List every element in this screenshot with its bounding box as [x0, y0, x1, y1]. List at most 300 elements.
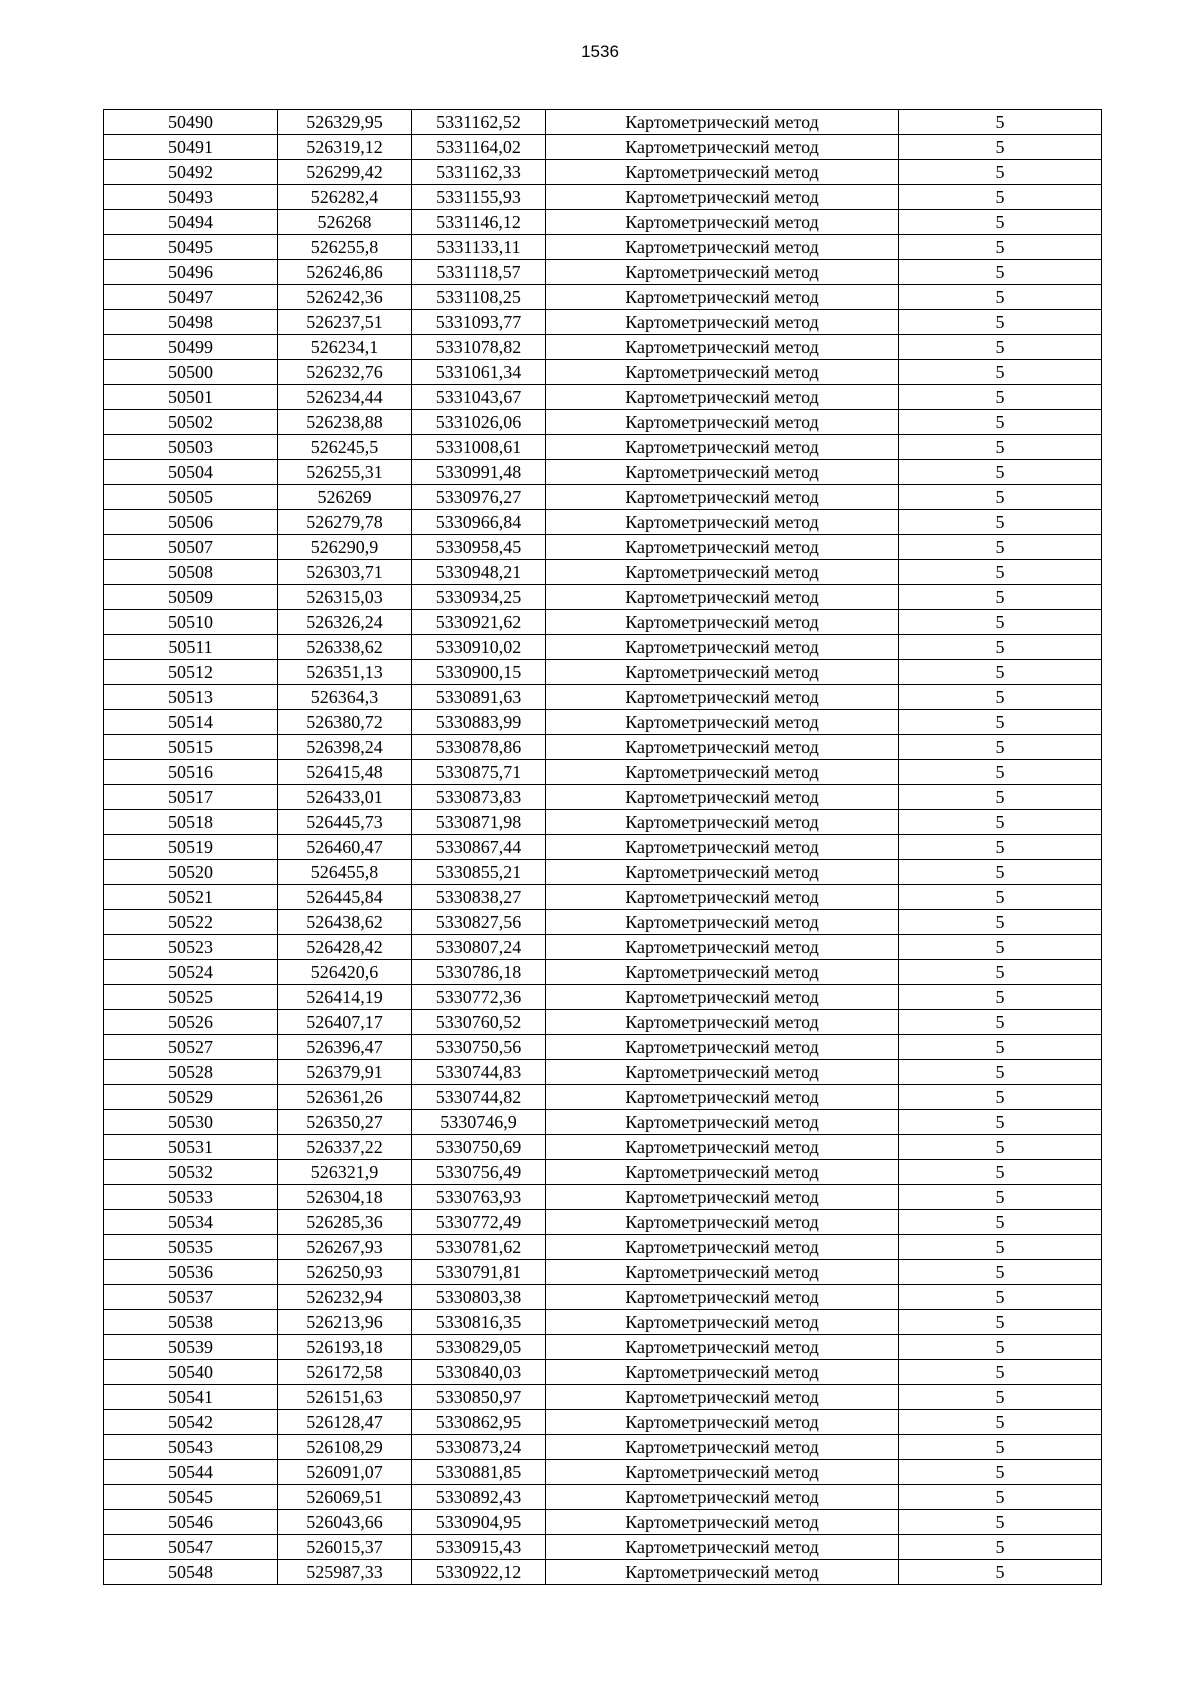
- method-cell: Картометрический метод: [546, 1210, 899, 1235]
- method-cell: Картометрический метод: [546, 1035, 899, 1060]
- table-row: [104, 610, 1102, 635]
- method-cell: Картометрический метод: [546, 1385, 899, 1410]
- point-number-cell: 50544: [104, 1460, 278, 1485]
- table-row: [104, 735, 1102, 760]
- table-row: [104, 810, 1102, 835]
- precision-cell: 5: [899, 310, 1102, 335]
- method-cell: Картометрический метод: [546, 1360, 899, 1385]
- precision-cell: 5: [899, 860, 1102, 885]
- precision-cell: 5: [899, 135, 1102, 160]
- table-row: [104, 135, 1102, 160]
- y-coordinate-cell: 5330922,12: [412, 1560, 546, 1585]
- point-number-cell: 50536: [104, 1260, 278, 1285]
- x-coordinate-cell: 526267,93: [278, 1235, 412, 1260]
- method-cell: Картометрический метод: [546, 360, 899, 385]
- precision-cell: 5: [899, 260, 1102, 285]
- y-coordinate-cell: 5330871,98: [412, 810, 546, 835]
- y-coordinate-cell: 5331162,52: [412, 110, 546, 135]
- x-coordinate-cell: 526268: [278, 210, 412, 235]
- table-row: [104, 910, 1102, 935]
- table-row: [104, 1135, 1102, 1160]
- y-coordinate-cell: 5330891,63: [412, 685, 546, 710]
- precision-cell: 5: [899, 160, 1102, 185]
- table-row: [104, 960, 1102, 985]
- x-coordinate-cell: 526238,88: [278, 410, 412, 435]
- point-number-cell: 50528: [104, 1060, 278, 1085]
- method-cell: Картометрический метод: [546, 1060, 899, 1085]
- method-cell: Картометрический метод: [546, 1010, 899, 1035]
- x-coordinate-cell: 526151,63: [278, 1385, 412, 1410]
- precision-cell: 5: [899, 1560, 1102, 1585]
- table-row: [104, 460, 1102, 485]
- method-cell: Картометрический метод: [546, 385, 899, 410]
- y-coordinate-cell: 5330921,62: [412, 610, 546, 635]
- precision-cell: 5: [899, 510, 1102, 535]
- y-coordinate-cell: 5330786,18: [412, 960, 546, 985]
- x-coordinate-cell: 526455,8: [278, 860, 412, 885]
- method-cell: Картометрический метод: [546, 1310, 899, 1335]
- method-cell: Картометрический метод: [546, 1135, 899, 1160]
- precision-cell: 5: [899, 785, 1102, 810]
- point-number-cell: 50494: [104, 210, 278, 235]
- point-number-cell: 50538: [104, 1310, 278, 1335]
- y-coordinate-cell: 5331043,67: [412, 385, 546, 410]
- y-coordinate-cell: 5330756,49: [412, 1160, 546, 1185]
- point-number-cell: 50492: [104, 160, 278, 185]
- method-cell: Картометрический метод: [546, 560, 899, 585]
- point-number-cell: 50546: [104, 1510, 278, 1535]
- y-coordinate-cell: 5330772,49: [412, 1210, 546, 1235]
- x-coordinate-cell: 526242,36: [278, 285, 412, 310]
- method-cell: Картометрический метод: [546, 1335, 899, 1360]
- method-cell: Картометрический метод: [546, 1160, 899, 1185]
- y-coordinate-cell: 5330966,84: [412, 510, 546, 535]
- table-row: [104, 785, 1102, 810]
- precision-cell: 5: [899, 710, 1102, 735]
- x-coordinate-cell: 526193,18: [278, 1335, 412, 1360]
- y-coordinate-cell: 5330867,44: [412, 835, 546, 860]
- method-cell: Картометрический метод: [546, 860, 899, 885]
- table-row: [104, 185, 1102, 210]
- point-number-cell: 50506: [104, 510, 278, 535]
- method-cell: Картометрический метод: [546, 1285, 899, 1310]
- point-number-cell: 50532: [104, 1160, 278, 1185]
- method-cell: Картометрический метод: [546, 685, 899, 710]
- y-coordinate-cell: 5330840,03: [412, 1360, 546, 1385]
- table-row: [104, 160, 1102, 185]
- x-coordinate-cell: 526304,18: [278, 1185, 412, 1210]
- point-number-cell: 50517: [104, 785, 278, 810]
- coordinates-table-body: [104, 110, 1102, 1585]
- table-row: [104, 1410, 1102, 1435]
- point-number-cell: 50539: [104, 1335, 278, 1360]
- point-number-cell: 50531: [104, 1135, 278, 1160]
- method-cell: Картометрический метод: [546, 1560, 899, 1585]
- y-coordinate-cell: 5330760,52: [412, 1010, 546, 1035]
- method-cell: Картометрический метод: [546, 660, 899, 685]
- x-coordinate-cell: 526337,22: [278, 1135, 412, 1160]
- x-coordinate-cell: 526433,01: [278, 785, 412, 810]
- x-coordinate-cell: 526043,66: [278, 1510, 412, 1535]
- x-coordinate-cell: 526321,9: [278, 1160, 412, 1185]
- x-coordinate-cell: 526299,42: [278, 160, 412, 185]
- precision-cell: 5: [899, 935, 1102, 960]
- method-cell: Картометрический метод: [546, 335, 899, 360]
- precision-cell: 5: [899, 535, 1102, 560]
- point-number-cell: 50545: [104, 1485, 278, 1510]
- point-number-cell: 50509: [104, 585, 278, 610]
- table-row: [104, 835, 1102, 860]
- precision-cell: 5: [899, 1385, 1102, 1410]
- x-coordinate-cell: 526379,91: [278, 1060, 412, 1085]
- x-coordinate-cell: 526246,86: [278, 260, 412, 285]
- precision-cell: 5: [899, 1285, 1102, 1310]
- point-number-cell: 50513: [104, 685, 278, 710]
- x-coordinate-cell: 526269: [278, 485, 412, 510]
- method-cell: Картометрический метод: [546, 460, 899, 485]
- x-coordinate-cell: 526460,47: [278, 835, 412, 860]
- precision-cell: 5: [899, 185, 1102, 210]
- table-row: [104, 1185, 1102, 1210]
- y-coordinate-cell: 5330892,43: [412, 1485, 546, 1510]
- precision-cell: 5: [899, 1485, 1102, 1510]
- y-coordinate-cell: 5330875,71: [412, 760, 546, 785]
- point-number-cell: 50500: [104, 360, 278, 385]
- table-row: [104, 1335, 1102, 1360]
- y-coordinate-cell: 5330850,97: [412, 1385, 546, 1410]
- precision-cell: 5: [899, 1235, 1102, 1260]
- x-coordinate-cell: 526108,29: [278, 1435, 412, 1460]
- method-cell: Картометрический метод: [546, 310, 899, 335]
- y-coordinate-cell: 5330803,38: [412, 1285, 546, 1310]
- method-cell: Картометрический метод: [546, 985, 899, 1010]
- precision-cell: 5: [899, 1335, 1102, 1360]
- y-coordinate-cell: 5331078,82: [412, 335, 546, 360]
- point-number-cell: 50524: [104, 960, 278, 985]
- y-coordinate-cell: 5331108,25: [412, 285, 546, 310]
- method-cell: Картометрический метод: [546, 435, 899, 460]
- method-cell: Картометрический метод: [546, 635, 899, 660]
- y-coordinate-cell: 5330904,95: [412, 1510, 546, 1535]
- y-coordinate-cell: 5330750,56: [412, 1035, 546, 1060]
- point-number-cell: 50493: [104, 185, 278, 210]
- table-row: [104, 310, 1102, 335]
- precision-cell: 5: [899, 1035, 1102, 1060]
- x-coordinate-cell: 526398,24: [278, 735, 412, 760]
- table-row: [104, 1310, 1102, 1335]
- x-coordinate-cell: 526396,47: [278, 1035, 412, 1060]
- y-coordinate-cell: 5330976,27: [412, 485, 546, 510]
- precision-cell: 5: [899, 735, 1102, 760]
- table-row: [104, 760, 1102, 785]
- point-number-cell: 50519: [104, 835, 278, 860]
- method-cell: Картометрический метод: [546, 535, 899, 560]
- y-coordinate-cell: 5331061,34: [412, 360, 546, 385]
- point-number-cell: 50521: [104, 885, 278, 910]
- table-row: [104, 635, 1102, 660]
- y-coordinate-cell: 5331093,77: [412, 310, 546, 335]
- precision-cell: 5: [899, 1010, 1102, 1035]
- method-cell: Картометрический метод: [546, 935, 899, 960]
- table-row: [104, 485, 1102, 510]
- y-coordinate-cell: 5330991,48: [412, 460, 546, 485]
- y-coordinate-cell: 5330816,35: [412, 1310, 546, 1335]
- precision-cell: 5: [899, 960, 1102, 985]
- x-coordinate-cell: 526414,19: [278, 985, 412, 1010]
- precision-cell: 5: [899, 1160, 1102, 1185]
- precision-cell: 5: [899, 1210, 1102, 1235]
- precision-cell: 5: [899, 1110, 1102, 1135]
- x-coordinate-cell: 526351,13: [278, 660, 412, 685]
- table-row: [104, 1035, 1102, 1060]
- method-cell: Картометрический метод: [546, 185, 899, 210]
- x-coordinate-cell: 526234,44: [278, 385, 412, 410]
- point-number-cell: 50505: [104, 485, 278, 510]
- point-number-cell: 50508: [104, 560, 278, 585]
- table-row: [104, 1010, 1102, 1035]
- x-coordinate-cell: 526364,3: [278, 685, 412, 710]
- table-row: [104, 860, 1102, 885]
- table-row: [104, 360, 1102, 385]
- precision-cell: 5: [899, 1085, 1102, 1110]
- y-coordinate-cell: 5330900,15: [412, 660, 546, 685]
- precision-cell: 5: [899, 985, 1102, 1010]
- point-number-cell: 50548: [104, 1560, 278, 1585]
- method-cell: Картометрический метод: [546, 1460, 899, 1485]
- method-cell: Картометрический метод: [546, 410, 899, 435]
- point-number-cell: 50520: [104, 860, 278, 885]
- y-coordinate-cell: 5330910,02: [412, 635, 546, 660]
- table-row: [104, 1560, 1102, 1585]
- point-number-cell: 50515: [104, 735, 278, 760]
- point-number-cell: 50511: [104, 635, 278, 660]
- y-coordinate-cell: 5330873,24: [412, 1435, 546, 1460]
- precision-cell: 5: [899, 385, 1102, 410]
- x-coordinate-cell: 526438,62: [278, 910, 412, 935]
- method-cell: Картометрический метод: [546, 1235, 899, 1260]
- y-coordinate-cell: 5330772,36: [412, 985, 546, 1010]
- x-coordinate-cell: 526428,42: [278, 935, 412, 960]
- point-number-cell: 50497: [104, 285, 278, 310]
- method-cell: Картометрический метод: [546, 1510, 899, 1535]
- y-coordinate-cell: 5330855,21: [412, 860, 546, 885]
- y-coordinate-cell: 5330827,56: [412, 910, 546, 935]
- method-cell: Картометрический метод: [546, 1410, 899, 1435]
- precision-cell: 5: [899, 1510, 1102, 1535]
- y-coordinate-cell: 5330807,24: [412, 935, 546, 960]
- precision-cell: 5: [899, 1310, 1102, 1335]
- y-coordinate-cell: 5330958,45: [412, 535, 546, 560]
- y-coordinate-cell: 5330829,05: [412, 1335, 546, 1360]
- y-coordinate-cell: 5330744,83: [412, 1060, 546, 1085]
- table-row: [104, 335, 1102, 360]
- point-number-cell: 50491: [104, 135, 278, 160]
- point-number-cell: 50501: [104, 385, 278, 410]
- table-row: [104, 985, 1102, 1010]
- y-coordinate-cell: 5330781,62: [412, 1235, 546, 1260]
- x-coordinate-cell: 526015,37: [278, 1535, 412, 1560]
- x-coordinate-cell: 526420,6: [278, 960, 412, 985]
- precision-cell: 5: [899, 1460, 1102, 1485]
- x-coordinate-cell: 526279,78: [278, 510, 412, 535]
- precision-cell: 5: [899, 635, 1102, 660]
- x-coordinate-cell: 526232,76: [278, 360, 412, 385]
- precision-cell: 5: [899, 1535, 1102, 1560]
- x-coordinate-cell: 526407,17: [278, 1010, 412, 1035]
- table-row: [104, 110, 1102, 135]
- method-cell: Картометрический метод: [546, 710, 899, 735]
- y-coordinate-cell: 5330873,83: [412, 785, 546, 810]
- table-row: [104, 1360, 1102, 1385]
- table-row: [104, 1110, 1102, 1135]
- point-number-cell: 50542: [104, 1410, 278, 1435]
- precision-cell: 5: [899, 1135, 1102, 1160]
- x-coordinate-cell: 525987,33: [278, 1560, 412, 1585]
- table-row: [104, 1235, 1102, 1260]
- method-cell: Картометрический метод: [546, 735, 899, 760]
- y-coordinate-cell: 5331008,61: [412, 435, 546, 460]
- method-cell: Картометрический метод: [546, 1085, 899, 1110]
- precision-cell: 5: [899, 1360, 1102, 1385]
- table-row: [104, 385, 1102, 410]
- precision-cell: 5: [899, 1060, 1102, 1085]
- y-coordinate-cell: 5331118,57: [412, 260, 546, 285]
- table-row: [104, 510, 1102, 535]
- x-coordinate-cell: 526232,94: [278, 1285, 412, 1310]
- table-row: [104, 1385, 1102, 1410]
- point-number-cell: 50535: [104, 1235, 278, 1260]
- x-coordinate-cell: 526245,5: [278, 435, 412, 460]
- point-number-cell: 50518: [104, 810, 278, 835]
- x-coordinate-cell: 526338,62: [278, 635, 412, 660]
- table-row: [104, 235, 1102, 260]
- point-number-cell: 50496: [104, 260, 278, 285]
- table-row: [104, 1060, 1102, 1085]
- table-row: [104, 1260, 1102, 1285]
- x-coordinate-cell: 526234,1: [278, 335, 412, 360]
- method-cell: Картометрический метод: [546, 610, 899, 635]
- point-number-cell: 50490: [104, 110, 278, 135]
- table-row: [104, 260, 1102, 285]
- method-cell: Картометрический метод: [546, 785, 899, 810]
- table-row: [104, 685, 1102, 710]
- x-coordinate-cell: 526285,36: [278, 1210, 412, 1235]
- x-coordinate-cell: 526319,12: [278, 135, 412, 160]
- table-row: [104, 585, 1102, 610]
- table-row: [104, 435, 1102, 460]
- x-coordinate-cell: 526250,93: [278, 1260, 412, 1285]
- method-cell: Картометрический метод: [546, 835, 899, 860]
- table-row: [104, 210, 1102, 235]
- method-cell: Картометрический метод: [546, 1185, 899, 1210]
- point-number-cell: 50510: [104, 610, 278, 635]
- x-coordinate-cell: 526329,95: [278, 110, 412, 135]
- table-row: [104, 1085, 1102, 1110]
- point-number-cell: 50516: [104, 760, 278, 785]
- method-cell: Картометрический метод: [546, 1535, 899, 1560]
- y-coordinate-cell: 5330750,69: [412, 1135, 546, 1160]
- point-number-cell: 50526: [104, 1010, 278, 1035]
- method-cell: Картометрический метод: [546, 1260, 899, 1285]
- table-row: [104, 1210, 1102, 1235]
- y-coordinate-cell: 5330915,43: [412, 1535, 546, 1560]
- x-coordinate-cell: 526255,31: [278, 460, 412, 485]
- precision-cell: 5: [899, 885, 1102, 910]
- table-row: [104, 1285, 1102, 1310]
- precision-cell: 5: [899, 435, 1102, 460]
- table-row: [104, 1460, 1102, 1485]
- precision-cell: 5: [899, 1260, 1102, 1285]
- precision-cell: 5: [899, 660, 1102, 685]
- method-cell: Картометрический метод: [546, 235, 899, 260]
- x-coordinate-cell: 526315,03: [278, 585, 412, 610]
- precision-cell: 5: [899, 1410, 1102, 1435]
- point-number-cell: 50540: [104, 1360, 278, 1385]
- point-number-cell: 50547: [104, 1535, 278, 1560]
- method-cell: Картометрический метод: [546, 885, 899, 910]
- y-coordinate-cell: 5330763,93: [412, 1185, 546, 1210]
- precision-cell: 5: [899, 460, 1102, 485]
- point-number-cell: 50530: [104, 1110, 278, 1135]
- method-cell: Картометрический метод: [546, 285, 899, 310]
- precision-cell: 5: [899, 110, 1102, 135]
- precision-cell: 5: [899, 235, 1102, 260]
- method-cell: Картометрический метод: [546, 485, 899, 510]
- precision-cell: 5: [899, 685, 1102, 710]
- method-cell: Картометрический метод: [546, 1110, 899, 1135]
- y-coordinate-cell: 5330878,86: [412, 735, 546, 760]
- method-cell: Картометрический метод: [546, 135, 899, 160]
- x-coordinate-cell: 526172,58: [278, 1360, 412, 1385]
- precision-cell: 5: [899, 210, 1102, 235]
- precision-cell: 5: [899, 360, 1102, 385]
- coordinates-table: [103, 109, 1102, 1585]
- point-number-cell: 50512: [104, 660, 278, 685]
- method-cell: Картометрический метод: [546, 160, 899, 185]
- point-number-cell: 50495: [104, 235, 278, 260]
- precision-cell: 5: [899, 585, 1102, 610]
- precision-cell: 5: [899, 485, 1102, 510]
- method-cell: Картометрический метод: [546, 960, 899, 985]
- x-coordinate-cell: 526128,47: [278, 1410, 412, 1435]
- y-coordinate-cell: 5331146,12: [412, 210, 546, 235]
- table-row: [104, 1160, 1102, 1185]
- precision-cell: 5: [899, 285, 1102, 310]
- table-row: [104, 710, 1102, 735]
- x-coordinate-cell: 526445,73: [278, 810, 412, 835]
- point-number-cell: 50533: [104, 1185, 278, 1210]
- x-coordinate-cell: 526326,24: [278, 610, 412, 635]
- precision-cell: 5: [899, 560, 1102, 585]
- method-cell: Картометрический метод: [546, 210, 899, 235]
- y-coordinate-cell: 5331162,33: [412, 160, 546, 185]
- precision-cell: 5: [899, 610, 1102, 635]
- method-cell: Картометрический метод: [546, 1435, 899, 1460]
- x-coordinate-cell: 526415,48: [278, 760, 412, 785]
- table-row: [104, 410, 1102, 435]
- precision-cell: 5: [899, 410, 1102, 435]
- point-number-cell: 50503: [104, 435, 278, 460]
- x-coordinate-cell: 526213,96: [278, 1310, 412, 1335]
- point-number-cell: 50537: [104, 1285, 278, 1310]
- precision-cell: 5: [899, 1185, 1102, 1210]
- x-coordinate-cell: 526380,72: [278, 710, 412, 735]
- table-row: [104, 1435, 1102, 1460]
- method-cell: Картометрический метод: [546, 110, 899, 135]
- precision-cell: 5: [899, 810, 1102, 835]
- point-number-cell: 50504: [104, 460, 278, 485]
- point-number-cell: 50541: [104, 1385, 278, 1410]
